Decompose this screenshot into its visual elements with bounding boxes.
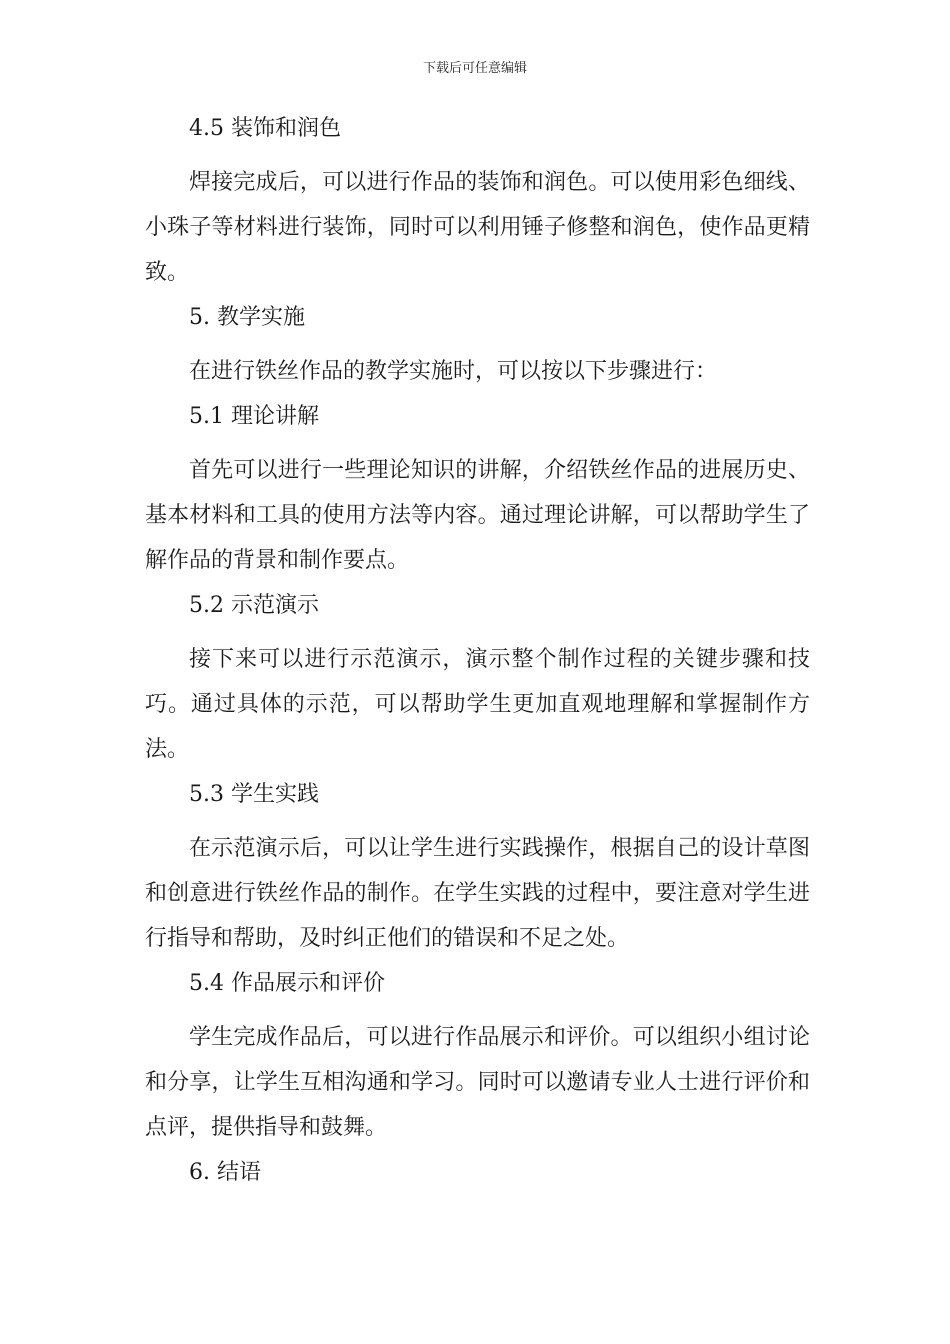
document-body — [145, 112, 810, 1204]
paragraph: 接下来可以进行示范演示，演示整个制作过程的关键步骤和技巧。通过具体的示范，可以帮助学生更加直观地理解和掌握制作方法。 — [145, 647, 810, 762]
paragraph: 焊接完成后，可以进行作品的装饰和润色。可以使用彩色细线、小珠子等材料进行装饰，同时可以利用锤子修整和润色，使作品更精致。 — [145, 170, 810, 285]
paragraph: 在进行铁丝作品的教学实施时，可以按以下步骤进行： — [189, 359, 718, 384]
paragraph: 首先可以进行一些理论知识的讲解，介绍铁丝作品的进展历史、基本材料和工具的使用方法等内容。通过理论讲解，可以帮助学生了解作品的背景和制作要点。 — [145, 458, 810, 573]
paragraph: 在示范演示后，可以让学生进行实践操作，根据自己的设计草图和创意进行铁丝作品的制作。在学生实践的过程中，要注意对学生进行指导和帮助，及时纠正他们的错误和不足之处。 — [145, 836, 810, 951]
section-heading-5-2: 5.2 示范演示 — [189, 593, 319, 618]
section-heading-6: 6. 结语 — [189, 1160, 261, 1185]
paragraph: 学生完成作品后，可以进行作品展示和评价。可以组织小组讨论和分享，让学生互相沟通和学习。同时可以邀请专业人士进行评价和点评，提供指导和鼓舞。 — [145, 1025, 810, 1140]
section-heading-5-1: 5.1 理论讲解 — [189, 404, 319, 429]
section-heading-5-4: 5.4 作品展示和评价 — [189, 971, 385, 996]
section-heading-5-3: 5.3 学生实践 — [189, 782, 319, 807]
section-heading-4-5: 4.5 装饰和润色 — [189, 116, 341, 141]
section-heading-5: 5. 教学实施 — [189, 305, 305, 330]
page-header: 下载后可任意编辑 — [422, 61, 527, 76]
